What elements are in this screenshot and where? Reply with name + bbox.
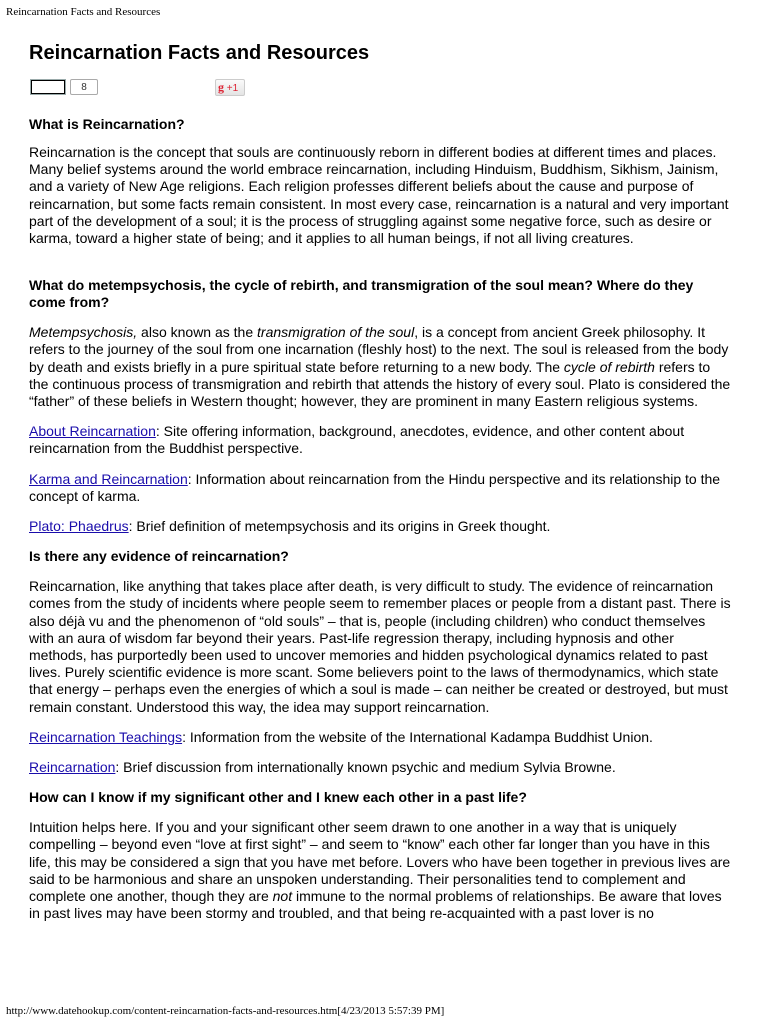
page-title: Reincarnation Facts and Resources	[29, 42, 370, 64]
article	[29, 40, 733, 923]
link-about-reincarnation[interactable]: About Reincarnation	[29, 423, 156, 440]
resource-plato-phaedrus	[29, 518, 733, 535]
resource-reincarnation-teachings	[29, 729, 733, 746]
resource-desc: : Brief discussion from internationally known psychic and medium Sylvia Browne.	[115, 759, 616, 776]
paragraph-evidence: Reincarnation, like anything that takes place after death, is very difficult to study. The evidence of reincarnation comes from the study of incidents where people seem to remember places or people from a distant past. There is also déjà vu and the phenomenon of “old souls” – that is, people (including children) who conduct themselves with an aura of wisdom far beyond their years. Past-life regression therapy, including hypnosis and other methods, has purportedly been used to uncover memories and hidden psychological dynamics related to past lives. Purely scientific evidence is more scant. Some believers point to the laws of thermodynamics, which state that energy – perhaps even the energies of which a soul is made – can neither be created or destroyed, but must remain constant. Understood this way, the idea may support reincarnation.	[29, 578, 731, 715]
link-reincarnation-teachings[interactable]: Reincarnation Teachings	[29, 728, 183, 745]
term-metempsychosis: Metempsychosis,	[29, 324, 138, 341]
resource-about-reincarnation	[29, 423, 733, 457]
emphasis-not: not	[272, 888, 293, 905]
like-button[interactable]	[31, 80, 65, 94]
google-plus-icon: g	[218, 80, 224, 94]
like-count: 8	[70, 79, 98, 95]
paragraph-past-life	[29, 819, 733, 922]
resource-desc: : Information from the website of the International Kadampa Buddhist Union.	[182, 728, 653, 745]
print-footer-url: http://www.datehookup.com/content-reincarnation-facts-and-resources.htm[4/23/2013 5:57:39 PM]	[6, 1005, 445, 1017]
text-span: also known as the	[137, 324, 258, 341]
link-plato-phaedrus[interactable]: Plato: Phaedrus	[29, 518, 129, 535]
resource-reincarnation-browne	[29, 759, 733, 776]
heading-evidence: Is there any evidence of reincarnation?	[29, 548, 289, 565]
link-reincarnation[interactable]: Reincarnation	[29, 759, 116, 776]
heading-metempsychosis: What do metempsychosis, the cycle of rebirth, and transmigration of the soul mean? Where do they come from?	[29, 277, 694, 311]
text-span: Intuition helps here. If you and your significant other seem drawn to one another in a way that is uniquely compelling – beyond even “love at first sight” – and seem to “know” each other far longer than you have in this life, this may be considered a sign that you have met before. Lovers who have been together in previous lives are said to be harmonious and share an unspoken understanding. Their personalities tend to complement and complete one another, though they are	[29, 819, 731, 905]
heading-past-life: How can I know if my significant other and I knew each other in a past life?	[29, 789, 527, 806]
google-plus-button[interactable]	[215, 79, 245, 96]
resource-desc: : Information about reincarnation from the Hindu perspective and its relationship to the concept of karma.	[29, 470, 721, 504]
text-span: immune to the normal problems of relationships. Be aware that loves in past lives may have been stormy and troubled, and that being re-acquainted with a past lover is no	[29, 888, 722, 922]
resource-desc: : Site offering information, background, anecdotes, evidence, and other content about reincarnation from the Buddhist perspective.	[29, 423, 685, 457]
heading-what-is-reincarnation: What is Reincarnation?	[29, 116, 185, 132]
resource-desc: : Brief definition of metempsychosis and its origins in Greek thought.	[128, 518, 551, 535]
resource-karma-and-reincarnation	[29, 471, 733, 505]
share-bar	[29, 78, 733, 102]
link-karma-and-reincarnation[interactable]: Karma and Reincarnation	[29, 470, 188, 487]
google-plus-label: +1	[226, 83, 239, 94]
paragraph-metempsychosis	[29, 324, 733, 410]
text-span: , is a concept from ancient Greek philosophy. It refers to the journey of the soul from one incarnation (fleshly host) to the next. The soul is released from the body by death and exists briefly in a pure spiritual state before returning to a new body. The	[29, 324, 729, 375]
paragraph-what-is: Reincarnation is the concept that souls are continuously reborn in different bodies at different times and places. Many belief systems around the world embrace reincarnation, including Hinduism, Buddhism, Sikhism, Jainism, and a variety of New Age religions. Each religion professes different beliefs about the cause and purpose of reincarnation, but some facts remain consistent. In most every case, reincarnation is a natural and very important part of the development of a soul; it is the process of struggling against some negative force, such as desire or karma, toward a higher state of being; and it applies to all human beings, if not all living creatures.	[29, 144, 729, 247]
print-header: Reincarnation Facts and Resources	[6, 6, 161, 18]
term-transmigration: transmigration of the soul	[257, 324, 415, 341]
text-span: refers to the continuous process of transmigration and rebirth that attends the history of every soul. Plato is considered the “father” of these beliefs in Western thought; however, they are prominent in many Eastern religious systems.	[29, 358, 731, 410]
term-cycle-of-rebirth: cycle of rebirth	[563, 358, 655, 375]
